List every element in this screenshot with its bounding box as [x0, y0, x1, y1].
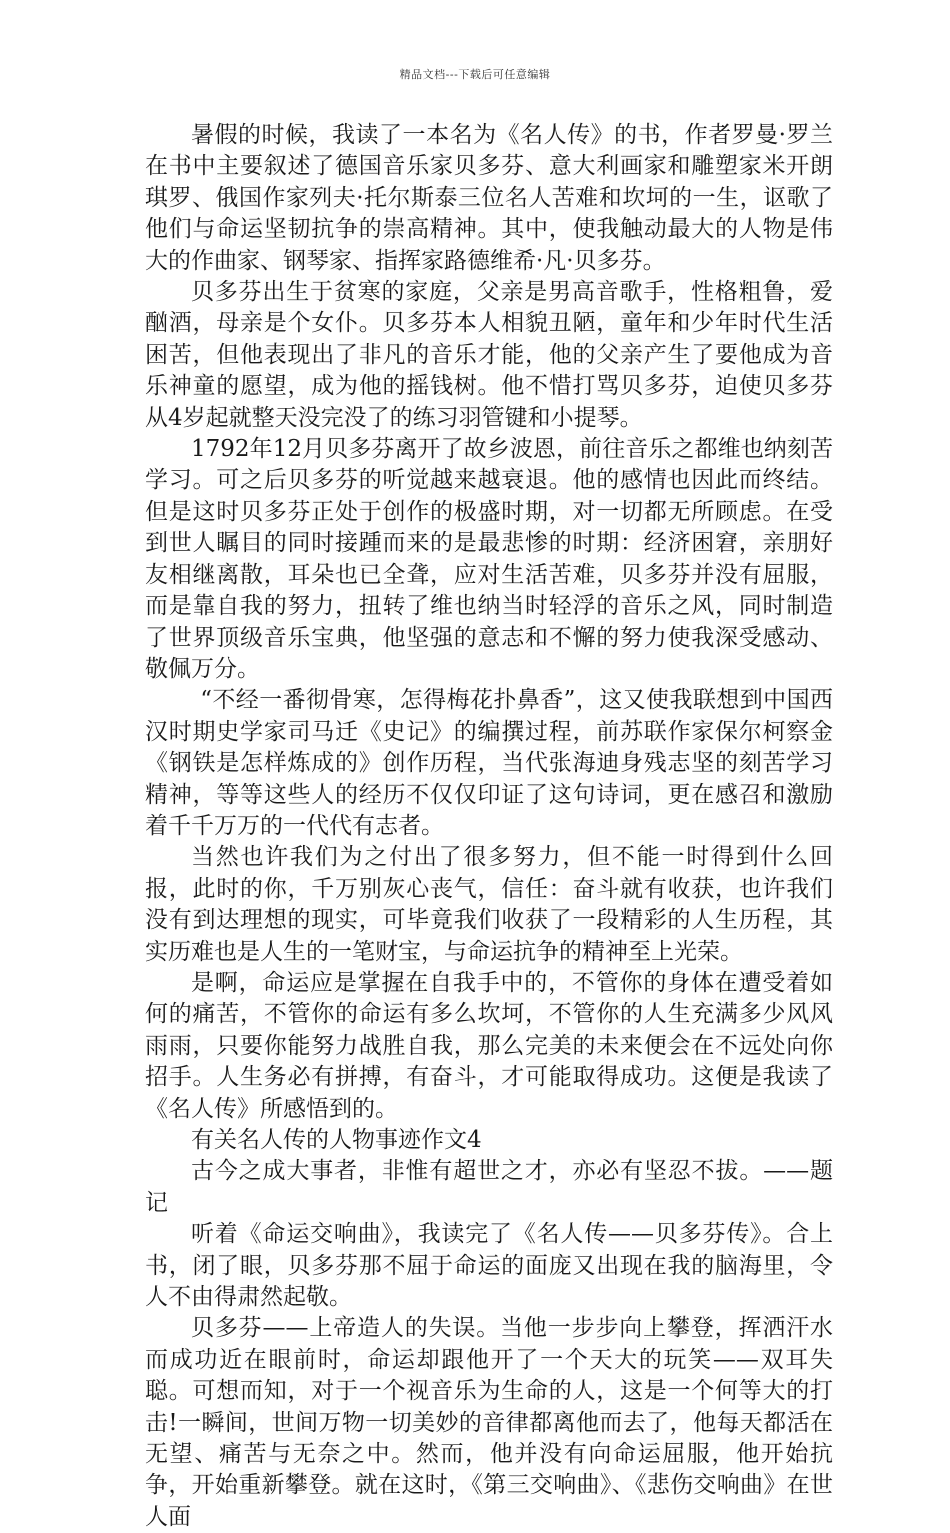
paragraph-symphony: 听着《命运交响曲》，我读完了《名人传——贝多芬传》。合上书，闭了眼，贝多芬那不屈于命运的面庞又出现在我的脑海里，令人不由得肃然起敬。: [145, 1221, 833, 1311]
paragraph-deafness: 贝多芬——上帝造人的失误。当他一步步向上攀登，挥洒汗水而成功近在眼前时，命运却跟他开了一个天大的玩笑——双耳失聪。可想而知，对于一个视音乐为生命的人，这是一个何等大的打击!一瞬间，世间万物一切美妙的音律都离他而去了，他每天都活在无望、痛苦与无奈之中。然而，他并没有向命运屈服，他开始抗争，开始重新攀登。就在这时，《第三交响曲》、《悲伤交响曲》在世人面: [145, 1315, 833, 1530]
article-body: [145, 120, 833, 1533]
paragraph-vienna: 1792年12月贝多芬离开了故乡波恩，前往音乐之都维也纳刻苦学习。可之后贝多芬的听觉越来越衰退。他的感情也因此而终结。但是这时贝多芬正处于创作的极盛时期，对一切都无所顾虑。在受到世人瞩目的同时接踵而来的是最悲惨的时期：经济困窘，亲朋好友相继离散，耳朵也已全聋，应对生活苦难，贝多芬并没有屈服，而是靠自我的努力，扭转了维也纳当时轻浮的音乐之风，同时制造了世界顶级音乐宝典，他坚强的意志和不懈的努力使我深受感动、敬佩万分。: [145, 436, 833, 682]
paragraph-effort: 当然也许我们为之付出了很多努力，但不能一时得到什么回报，此时的你，千万别灰心丧气，信任：奋斗就有收获，也许我们没有到达理想的现实，可毕竟我们收获了一段精彩的人生历程，其实历难也是人生的一笔财宝，与命运抗争的精神至上光荣。: [145, 844, 833, 965]
paragraph-conclusion: 是啊，命运应是掌握在自我手中的，不管你的身体在遭受着如何的痛苦，不管你的命运有多么坎坷，不管你的人生充满多少风风雨雨，只要你能努力战胜自我，那么完美的未来便会在不远处向你招手。人生务必有拼搏，有奋斗，才可能取得成功。这便是我读了《名人传》所感悟到的。: [145, 969, 833, 1122]
section-heading: 有关名人传的人物事迹作文4: [191, 1127, 482, 1153]
paragraph-childhood: 贝多芬出生于贫寒的家庭，父亲是男高音歌手，性格粗鲁，爱酗酒，母亲是个女仆。贝多芬本人相貌丑陋，童年和少年时代生活困苦，但他表现出了非凡的音乐才能，他的父亲产生了要他成为音乐神童的愿望，成为他的摇钱树。他不惜打骂贝多芬，迫使贝多芬从4岁起就整天没完没了的练习羽管键和小提琴。: [145, 279, 833, 431]
page-header: 精品文档---下载后可任意编辑: [399, 68, 551, 81]
paragraph-epigraph: 古今之成大事者，非惟有超世之才，亦必有坚忍不拔。——题记: [145, 1158, 833, 1216]
paragraph-intro: 暑假的时候，我读了一本名为《名人传》的书，作者罗曼·罗兰在书中主要叙述了德国音乐家贝多芬、意大利画家和雕塑家米开朗琪罗、俄国作家列夫·托尔斯泰三位名人苦难和坎坷的一生，讴歌了他们与命运坚韧抗争的崇高精神。其中，使我触动最大的人物是伟大的作曲家、钢琴家、指挥家路德维希·凡·贝多芬。: [145, 122, 833, 274]
paragraph-quote: “不经一番彻骨寒，怎得梅花扑鼻香”，这又使我联想到中国西汉时期史学家司马迁《史记》的编撰过程，前苏联作家保尔柯察金《钢铁是怎样炼成的》创作历程，当代张海迪身残志坚的刻苦学习精神，等等这些人的经历不仅仅印证了这句诗词，更在感召和激励着千千万万的一代代有志者。: [145, 687, 833, 839]
